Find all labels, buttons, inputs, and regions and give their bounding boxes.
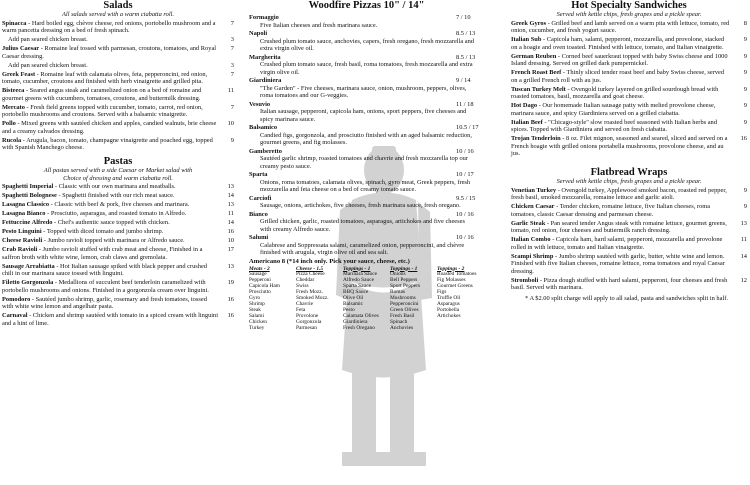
pizza-item-name: Giardiniera [249, 77, 282, 84]
pasta-item [2, 246, 234, 261]
pizza-item-desc: Onions, roma tomatoes, calamata olives, spinach, gyro meat, Greek peppers, fresh mozzarella and feta cheese on a bed of creamy tomato sauce. [260, 178, 471, 193]
salad-item [2, 36, 234, 44]
toppings-column [437, 267, 484, 332]
salad-item [2, 20, 234, 35]
pasta-item-price: 13 [227, 183, 234, 190]
wrap-item-name: Scampi Shrimp [511, 252, 554, 260]
topping-option: Roasted Tomatoes [437, 271, 477, 278]
pizza-item-price: 7 / 10 [456, 14, 471, 21]
pasta-item [2, 263, 234, 278]
pizza-item-price: 10 / 16 [456, 210, 474, 218]
toppings-column [343, 267, 390, 332]
pizza-item-name: Bianco [249, 210, 268, 218]
salads-subtitle: All salads served with a warm ciabatta roll. [62, 11, 174, 18]
pizza-item-price: 9 / 14 [456, 77, 471, 84]
salad-item [2, 104, 234, 119]
pasta-item [2, 279, 234, 294]
wrap-item-price: 12 [740, 276, 747, 284]
wraps-title: Flatbread Wraps [590, 167, 668, 178]
pizza-item [249, 211, 484, 234]
pasta-item-name: Lasagna Classico [2, 201, 50, 208]
pasta-item-desc: - Hot Italian sausage spiked with black pepper and crushed chili in our marinara sauce tossed with linguini. [2, 262, 207, 277]
sandwiches-list [511, 20, 747, 158]
pizza-item [249, 124, 484, 147]
toppings-column-header: Cheese - 1.5 [296, 265, 324, 272]
topping-option: Feta [296, 306, 306, 313]
wrap-item-price: 14 [740, 252, 747, 260]
sandwiches-subtitle: Served with kettle chips, fresh grapes and a pickle spear. [556, 11, 702, 18]
sandwich-item [511, 102, 747, 117]
pizzas-title: Woodfire Pizzas 10" / 14" [308, 0, 425, 11]
salad-item-desc: - Romaine leaf with calamata olives, feta, pepperoncini, red onion, tomato, cucumber, croutons and finished with herb vinaigrette and grilled pita. [2, 70, 208, 85]
toppings-column-header: Toppings - 1 [390, 265, 418, 272]
topping-option: Pizza Cheese [296, 271, 325, 278]
topping-option: Pepperoni [249, 277, 271, 284]
topping-option: Balsamic [343, 300, 364, 307]
sandwiches-section [511, 0, 747, 158]
pasta-item-desc: - Sautéed jumbo shrimp, garlic, rosemary and fresh tomatoes, tossed with white wine lemon and angelhair pasta. [2, 295, 207, 310]
topping-option: Capicola Ham [249, 283, 280, 290]
sandwich-item-desc: - Thinly sliced tender roast beef and baby Swiss cheese, served on a grilled French roll with au jus. [511, 69, 725, 84]
topping-option: Truffle Oil [437, 295, 461, 302]
pasta-item-name: Carnaval [2, 312, 28, 319]
pasta-item-name: Lasagna Bianco [2, 210, 46, 217]
pasta-item-name: Spaghetti Bolognese [2, 192, 57, 199]
topping-option: Sparta Sauce [343, 283, 371, 290]
topping-option: Parmesan [296, 324, 317, 331]
sandwich-item [511, 119, 747, 134]
salads-section [2, 0, 234, 152]
pastas-section [2, 156, 234, 327]
pasta-item [2, 192, 234, 200]
pasta-item-price: 11 [227, 210, 234, 217]
pizzas-list [249, 14, 484, 257]
sandwich-item-desc: - Our homemade Italian sausage patty with melted provolone cheese, marinara sauce, and spicy Giardiniera served on a grilled ciabatta. [511, 102, 716, 117]
wrap-item-desc: - Ovengold turkey, Applewood smoked bacon, roasted red pepper, fresh basil, smoked mozzarella, romaine lettuce and garlic aioli. [511, 186, 727, 201]
salad-item-price: 10 [227, 120, 234, 127]
pasta-item-name: Fettuccine Alfredo [2, 219, 53, 226]
sandwich-item-price: 9 [743, 69, 747, 76]
topping-option: Fresh Mozz. [296, 289, 323, 296]
topping-option: Figs [437, 289, 447, 296]
salad-item [2, 45, 234, 60]
sandwich-item-name: Italian Beef [511, 118, 543, 126]
topping-option: Fresh Oregano [343, 324, 375, 331]
pizza-item [249, 171, 484, 194]
pasta-item-price: 16 [227, 228, 234, 235]
wrap-item [511, 236, 747, 251]
salad-item-price: 9 [230, 136, 234, 144]
pizza-item [249, 30, 484, 53]
pizza-item-price: 8.5 / 13 [456, 53, 476, 61]
sandwich-item-name: Trojan Tenderloin [511, 135, 561, 142]
pizza-item [249, 148, 484, 171]
pasta-item-name: Spaghetti Imperial [2, 183, 54, 190]
salad-item [2, 62, 234, 70]
pasta-item-desc: - Classic with beef & pork, five cheeses and marinara. [49, 201, 190, 208]
pasta-item-price: 14 [227, 192, 234, 199]
wrap-item [511, 277, 747, 292]
topping-option: Romas [390, 289, 405, 296]
sandwich-item-price: 9 [743, 102, 747, 109]
sandwich-item-desc: - Capicola ham, salami, pepperoni, mozzarella, and provolone, stacked on a hoagie and oven toasted. Finished with lettuce, tomato, and Italian vinaigrette. [511, 36, 725, 51]
topping-option: Sport Peppers [390, 283, 421, 290]
salad-item [2, 71, 234, 86]
topping-option: Fig Molasses [437, 277, 466, 284]
sandwich-item-name: Italian Sub [511, 36, 542, 43]
wrap-item-desc: - Capicola ham, hard salami, pepperoni, mozzarella and provolone rolled in with lettuce, tomato and Italian vinaigrette. [511, 236, 723, 251]
sandwich-item-desc: - "Chicago-style" slow roasted beef seasoned with Italian herbs and spices. Topped with Giardiniera and served on fresh ciabatta. [511, 118, 717, 133]
pastas-title: Pastas [103, 156, 133, 167]
salad-item-price: 7 [230, 45, 234, 52]
topping-option: Mushrooms [390, 295, 416, 302]
wrap-item-desc: - Tender chicken, romaine lettuce, five Italian cheeses, roma tomatoes, classic Caesar dressing and parmesan cheese. [511, 203, 711, 218]
sandwich-item-price: 9 [743, 52, 747, 60]
topping-option: Bell Peppers [390, 277, 418, 284]
sandwich-item [511, 53, 747, 68]
wrap-item [511, 253, 747, 276]
sandwich-item-name: German Reuben [511, 52, 557, 60]
salad-item-name: Greek Feast [2, 70, 36, 78]
pasta-item-name: Sausage Arrabiatta [2, 262, 55, 270]
pasta-item-desc: - Prosciutto, asparagus, and roasted tomato in Alfredo. [45, 210, 187, 217]
pasta-item-price: 13 [227, 262, 234, 270]
salad-item-desc: Add pan seared chicken breast. [8, 36, 88, 43]
salad-item-name: Pollo [2, 120, 16, 127]
salad-item-price: 11 [227, 87, 234, 94]
topping-option: Portobella [437, 306, 460, 313]
pizza-item-price: 8.5 / 13 [456, 30, 476, 37]
pasta-item-price: 13 [227, 201, 234, 208]
sandwich-item-price: 9 [743, 36, 747, 43]
salad-item-name: Bisteeca [2, 87, 25, 94]
pasta-item-desc: - Jumbo ravioli topped with marinara or Alfredo sauce. [42, 237, 185, 244]
sandwich-item [511, 69, 747, 84]
sandwich-item-price: 16 [740, 135, 747, 142]
topping-option: Provolone [296, 312, 319, 319]
wrap-item-price: 13 [740, 219, 747, 227]
toppings-column [249, 267, 296, 332]
topping-option: Calamata Olives [343, 312, 379, 319]
salad-item-price: 3 [230, 36, 234, 43]
wrap-item [511, 187, 747, 202]
sandwich-item-desc: - Grilled beef and lamb served on a warm pita with lettuce, tomato, red onion, cucumber, and fresh yogurt sauce. [511, 19, 730, 34]
salad-item-price: 3 [230, 61, 234, 69]
wrap-item-name: Chicken Caesar [511, 203, 555, 210]
salad-item-name: Rucola [2, 136, 22, 144]
topping-option: Gourmet Greens [437, 283, 473, 290]
topping-option: Green Olives [390, 306, 419, 313]
pizza-item-name: Margherita [249, 53, 281, 61]
wrap-item-name: Italian Combo [511, 236, 551, 243]
toppings-column [296, 267, 343, 332]
wrap-item-desc: - Jumbo shrimp sautéed with garlic, butter, white wine and lemon. Finished with five Italian cheeses, romaine lettuce, roma tomatoes and royal Caesar dressing. [511, 252, 725, 275]
pasta-item-name: Crab Ravioli [2, 246, 38, 253]
salad-item-desc: - Romaine leaf tossed with parmesan, croutons, tomatoes, and Royal Caesar dressing. [2, 45, 217, 60]
pasta-item-desc: - Chicken and shrimp sautéed with tomato in a spiced cream with linguini and a hint of lime. [2, 312, 219, 327]
wrap-item-price: 11 [740, 236, 747, 243]
toppings-column-header: Meats - 2 [249, 265, 270, 272]
pizza-item-name: Sparta [249, 171, 268, 178]
pizza-item [249, 195, 484, 210]
topping-option: Alfredo Sauce [343, 277, 374, 284]
pizza-item-desc: Candied figs, gorgonzola, and prosciutto finished with an aged balsamic reduction, gourmet greens, and fig molasses. [260, 131, 472, 146]
pasta-item-name: Filetto Gorgonzola [2, 279, 54, 286]
pasta-item [2, 201, 234, 209]
topping-option: Anchovies [390, 324, 414, 331]
pasta-item-desc: - Jumbo ravioli stuffed with crab meat and cheese, Finished in a saffron broth with white wine, lemon, crab claws and gremolata. [2, 246, 203, 261]
topping-option: BBQ Sauce [343, 289, 369, 296]
pasta-item-price: 16 [227, 295, 234, 303]
americano-heading: Americano 8 (*14 inch only. Pick your sauce, cheese, etc.) [249, 257, 410, 265]
sandwich-item [511, 135, 747, 158]
topping-option: Spinach [390, 318, 408, 325]
pasta-item-price: 17 [227, 246, 234, 253]
toppings-column-header: Toppings - 1 [343, 265, 371, 272]
salad-item-desc: - Arugula, bacon, tomato, champagne vinaigrette and poached egg, topped with Spanish Manchego cheese. [2, 136, 213, 151]
salad-item-name: Mercato [2, 103, 25, 111]
pizza-item [249, 234, 484, 257]
salad-item-desc: Add pan seared chicken breast. [8, 61, 88, 69]
pizza-item-desc: Sautéed garlic shrimp, roasted tomatoes and chavrie and fresh mozzarella top our creamy pesto sauce. [260, 155, 468, 170]
pizza-item-name: Napoli [249, 30, 268, 37]
toppings-column-header: Toppings - 2 [437, 265, 465, 272]
topping-option: Giardiniera [343, 318, 368, 325]
sandwich-item-name: Greek Gyros [511, 19, 547, 27]
wrap-item [511, 203, 747, 218]
salad-item-price: 7 [230, 70, 234, 78]
pizza-item [249, 14, 484, 29]
topping-option: Gorgonzola [296, 318, 322, 325]
wrap-item-name: Garlic Steak [511, 219, 546, 227]
sandwich-item-desc: - Ovengold turkey layered on grilled sourdough bread with roasted tomatoes, basil, mozzarella and goat cheese. [511, 85, 719, 100]
topping-option: Marinara Sauce [343, 271, 377, 278]
topping-option: Pesto [343, 306, 355, 313]
pasta-item-desc: - Spaghetti finished with our rich meat sauce. [56, 192, 175, 199]
pizza-item-desc: Grilled chicken, garlic, roasted tomatoes, asparagus, artichokes and five cheeses with creamy Alfredo sauce. [260, 218, 465, 233]
topping-option: Swiss [296, 283, 309, 290]
sandwich-item [511, 36, 747, 51]
pizza-item-price: 10 / 16 [456, 147, 474, 155]
topping-option: Gyro [249, 295, 261, 302]
topping-option: Prosciutto [249, 289, 271, 296]
toppings-table [249, 267, 484, 332]
sandwich-item-price: 9 [743, 118, 747, 126]
wrap-item [511, 220, 747, 235]
salad-item [2, 87, 234, 102]
pizza-item-price: 10 / 16 [456, 234, 474, 241]
pizza-item-price: 9.5 / 15 [456, 194, 476, 202]
topping-option: Sausage [249, 271, 267, 278]
pizza-item-desc: Crushed plum tomato sauce, anchovies, capers, fresh oregano, fresh mozzarella and extra virgin olive oil. [260, 37, 475, 52]
topping-option: Smoked Mozz. [296, 295, 329, 302]
salad-item [2, 137, 234, 152]
pizza-item-price: 10.5 / 17 [456, 124, 479, 131]
salads-title: Salads [103, 0, 133, 11]
pasta-item [2, 228, 234, 236]
pizza-item [249, 101, 484, 124]
pizza-item-desc: Crushed plum tomato sauce, fresh basil, roma tomatoes, fresh mozzarella and extra virgin olive oil. [260, 61, 473, 76]
topping-option: Olive Oil [343, 295, 364, 302]
sandwich-item-price: 9 [743, 85, 747, 93]
pastas-subtitle-2: Choice of dressing and warm ciabatta roll. [63, 174, 173, 182]
wrap-item-desc: - Pizza dough stuffed with hard salami, pepperoni, four cheeses and fresh basil. Served with marinara. [511, 276, 728, 291]
right-column [511, 0, 747, 302]
wraps-list [511, 187, 747, 292]
pasta-item-desc: - Topped with diced tomato and jumbo shrimp. [41, 228, 164, 235]
pizza-item-desc: "The Garden" - Five cheeses, marinara sauce, onion, mushroom, peppers, olives, roma tomatoes and our G-veggies. [260, 84, 467, 99]
pasta-item [2, 296, 234, 311]
sandwich-item-name: Hot Dago [511, 102, 538, 109]
topping-option: Artichokes [437, 312, 461, 319]
salad-item-desc: - Hard boiled egg, chèvre cheese, red onions, portobello mushroom and a warm pancetta dressing on a bed of fresh spinach. [2, 19, 216, 34]
pizza-item-name: Balsamico [249, 124, 278, 131]
sandwich-item [511, 86, 747, 101]
topping-option: Turkey [249, 324, 265, 331]
topping-option: Chicken [249, 318, 267, 325]
wrap-item-name: Stromboli [511, 276, 539, 284]
wraps-section [511, 167, 747, 302]
topping-option: Salami [249, 312, 264, 319]
sandwich-item-desc: - Corned beef sauerkraut topped with baby Swiss cheese and 1000 Island dressing. Served on grilled dark pumpernickel. [511, 52, 728, 67]
salad-item-desc: - Seared angus steak and caramelized onion on a bed of romaine and gourmet greens with cucumbers, tomatoes, croutons, and buttermilk dressing. [2, 87, 202, 102]
salad-item-price: 7 [230, 19, 234, 27]
sandwich-item [511, 20, 747, 35]
pizza-item [249, 77, 484, 100]
pasta-item-desc: - Chef's authentic sauce topped with chicken. [52, 219, 170, 226]
pasta-item [2, 210, 234, 218]
salads-list [2, 20, 234, 152]
pasta-item-price: 14 [227, 219, 234, 226]
topping-option: Shrimp [249, 300, 265, 307]
salad-item [2, 120, 234, 135]
pizza-item-desc: Five Italian cheeses and fresh marinara sauce. [260, 21, 378, 29]
pizza-item-name: Gamberetto [249, 147, 282, 155]
pizza-item-price: 11 / 18 [456, 100, 474, 108]
pasta-item [2, 312, 234, 327]
salad-item-desc: - Fresh field greens topped with cucumber, tomato, carrot, red onion, portobello mushrooms and croutons. Served with a balsamic vinaigrette. [2, 103, 203, 118]
pasta-item-price: 19 [227, 279, 234, 286]
pasta-item [2, 219, 234, 227]
middle-column [249, 0, 484, 331]
topping-option: Fresh Basil [390, 312, 415, 319]
topping-option: Asparagus [437, 300, 460, 307]
toppings-column [390, 267, 437, 332]
pasta-item [2, 237, 234, 245]
salad-item-name: Julius Caesar [2, 45, 40, 52]
topping-option: Onions [390, 271, 406, 278]
salad-item-name: Spinacca [2, 19, 27, 27]
sandwich-item-price: 8 [743, 19, 747, 27]
sandwich-item-desc: - 8 oz. Filet mignon, seasoned and seared, sliced and served on a French hoagie with grilled onions portabella mushrooms, provolone cheese, and au jus. [511, 135, 728, 157]
pasta-item [2, 183, 234, 191]
pizza-item-name: Salumi [249, 234, 269, 241]
pasta-item-price: 16 [227, 312, 234, 319]
wraps-subtitle: Served with kettle chips, fresh grapes and a pickle spear. [556, 178, 702, 185]
pasta-item-desc: - Classic with our own marinara and meatballs. [53, 183, 176, 190]
pizza-item-name: Vesuvio [249, 100, 271, 108]
pasta-item-name: Cheese Ravioli [2, 237, 43, 244]
pastas-list [2, 183, 234, 327]
pizza-item-name: Formaggio [249, 14, 279, 21]
pizza-item-name: Carciofi [249, 194, 272, 202]
split-charge-note: * A $2.00 split charge will apply to all salad, pasta and sandwiches split in half. [525, 294, 728, 302]
pizza-item-desc: Italian sausage, pepperoni, capicola ham, onions, sport peppers, five cheeses and spicy marinara sauce. [260, 108, 467, 123]
topping-option: Cheddar [296, 277, 315, 284]
sandwich-item-name: French Roast Beef [511, 69, 562, 76]
pizza-item [249, 54, 484, 77]
salad-item-price: 7 [230, 103, 234, 111]
pasta-item-name: Pesto Linguini [2, 228, 42, 235]
topping-option: Pepperoncini [390, 300, 419, 307]
sandwiches-title: Hot Specialty Sandwiches [571, 0, 687, 11]
wrap-item-desc: - Pan seared tender Angus steak with romaine lettuce, gourmet greens, tomato, red onion, four cheeses and buttermilk ranch dressing. [511, 219, 727, 234]
pizza-item-desc: Calabrese and Soppressata salami, caramelized onion, pepperoncini, and chèvre finished with arugula, virgin olive oil and sea salt. [260, 241, 465, 256]
pizza-item-price: 10 / 17 [456, 171, 474, 178]
wrap-item-price: 9 [743, 186, 747, 194]
topping-option: Chavrie [296, 300, 314, 307]
sandwich-item-name: Tuscan Turkey Melt [511, 85, 566, 93]
topping-option: Steak [249, 306, 261, 313]
pasta-item-price: 10 [227, 237, 234, 244]
wrap-item-price: 9 [743, 203, 747, 210]
pizza-item-desc: Sausage, onions, artichokes, five cheeses, fresh marinara sauce, fresh oregano. [260, 202, 461, 209]
pastas-subtitle-1: All pastas served with a side Caesar or Market salad with [43, 167, 193, 174]
wrap-item-name: Venetian Turkey [511, 186, 557, 194]
pasta-item-desc: - Medallions of succulent beef tenderloin caramelized with portobello mushrooms and onions. Finished in a gorgonzola cream over linguini. [2, 279, 209, 294]
pasta-item-name: Pomodoro [2, 295, 31, 303]
salad-item-desc: - Mixed greens with sautéed chicken and apples, candied walnuts, brie cheese and a creamy calvados dressing. [2, 120, 217, 135]
left-column [2, 0, 234, 329]
